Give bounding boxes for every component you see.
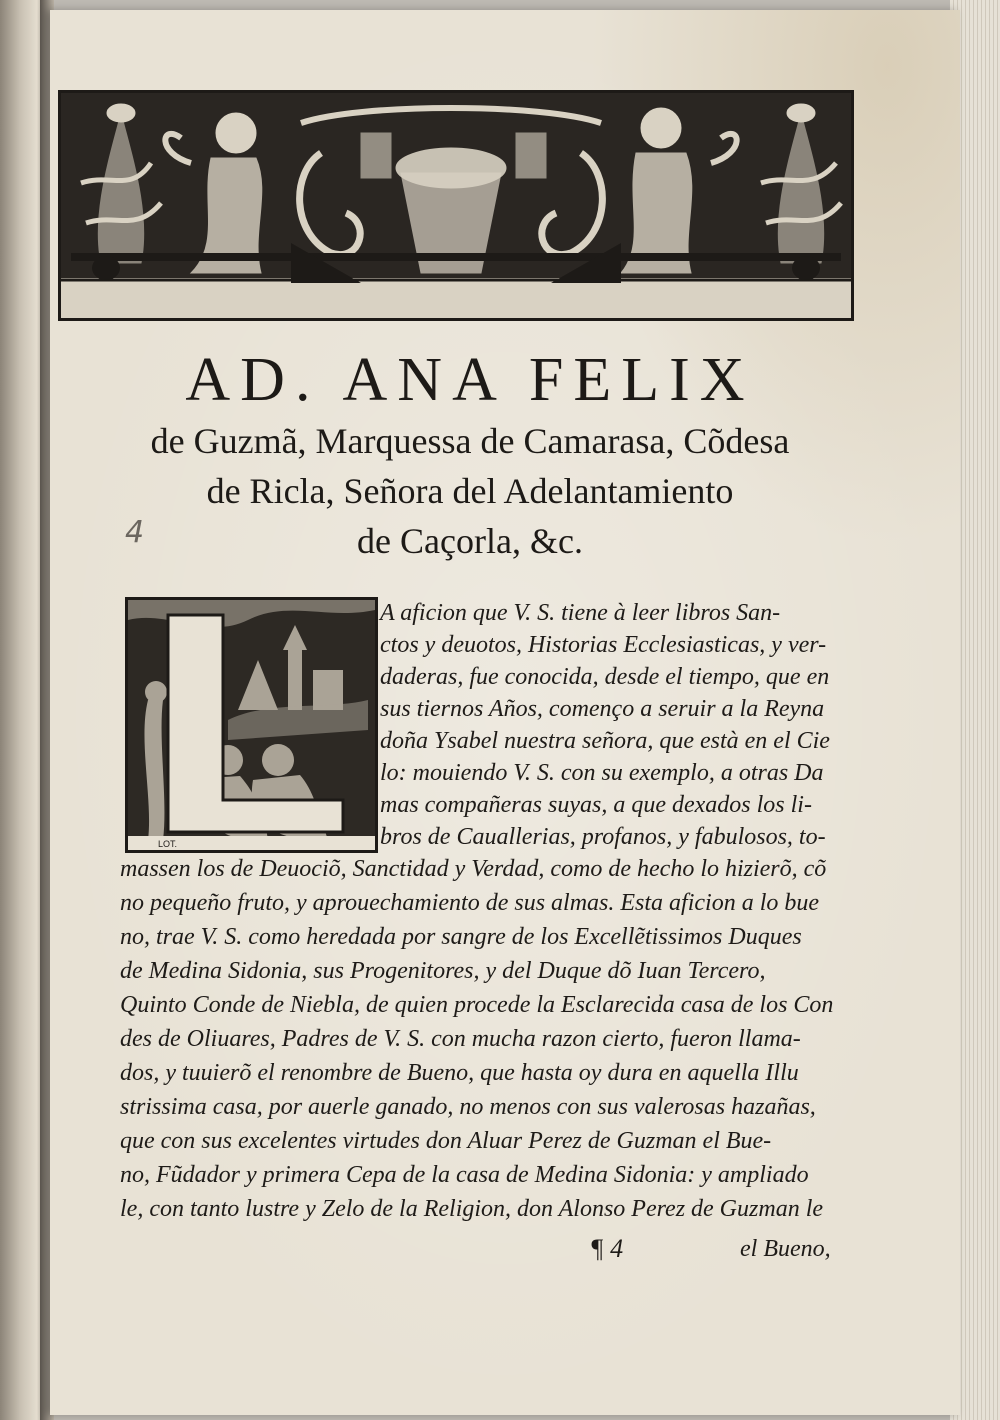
body-line: strissima casa, por auerle ganado, no menos con sus valerosas hazañas, xyxy=(120,1094,816,1120)
body-line: daderas, fue conocida, desde el tiempo, que en xyxy=(380,664,830,690)
title-line-1: AD. ANA FELIX xyxy=(185,346,755,414)
body-line: que con sus excelentes virtudes don Aluar Perez de Guzman el Bue- xyxy=(120,1128,772,1154)
body-line: no, trae V. S. como heredada por sangre de los Excellẽtissimos Duques xyxy=(120,924,802,950)
initial-caption: LOT. xyxy=(158,839,178,849)
pencil-margin-note: 4 xyxy=(125,515,145,550)
signature-mark: ¶ 4 xyxy=(590,1234,624,1263)
decorated-initial xyxy=(125,597,378,853)
body-line: A aficion que V. S. tiene à leer libros San- xyxy=(380,600,781,626)
body-line: mas compañeras suyas, a que dexados los li- xyxy=(380,792,812,818)
woodcut-headpiece xyxy=(58,90,854,321)
title-line-3: de Ricla, Señora del Adelantamiento xyxy=(206,471,734,511)
body-line: des de Oliuares, Padres de V. S. con mucha razon cierto, fueron llama- xyxy=(120,1026,801,1052)
title-line-4: de Caçorla, &c. xyxy=(357,521,583,561)
body-line: le, con tanto lustre y Zelo de la Religion, don Alonso Perez de Guzman le xyxy=(120,1196,824,1222)
body-line: sus tiernos Años, començo a seruir a la Reyna xyxy=(380,696,825,722)
book-page xyxy=(50,10,960,1415)
body-line: ctos y deuotos, Historias Ecclesiasticas, y ver- xyxy=(380,632,827,658)
body-line: dos, y tuuierõ el renombre de Bueno, que hasta oy dura en aquella Illu xyxy=(120,1060,799,1086)
body-line: bros de Cauallerias, profanos, y fabulosos, to- xyxy=(380,824,826,850)
body-line: doña Ysabel nuestra señora, que està en el Cie xyxy=(380,728,830,754)
body-line: no, Fũdador y primera Cepa de la casa de Medina Sidonia: y ampliado xyxy=(120,1162,809,1188)
catchword: el Bueno, xyxy=(740,1236,831,1262)
title-line-2: de Guzmã, Marquessa de Camarasa, Cõdesa xyxy=(150,421,790,461)
body-line: no pequeño fruto, y aprouechamiento de sus almas. Esta aficion a lo bue xyxy=(120,890,820,916)
body-line: de Medina Sidonia, sus Progenitores, y del Duque dõ Iuan Tercero, xyxy=(120,958,766,984)
body-line: Quinto Conde de Niebla, de quien procede la Esclarecida casa de los Con xyxy=(120,992,834,1018)
body-line: lo: mouiendo V. S. con su exemplo, a otras Da xyxy=(380,760,824,786)
body-line: massen los de Deuociõ, Sanctidad y Verdad, como de hecho lo hizierõ, cõ xyxy=(120,856,827,882)
